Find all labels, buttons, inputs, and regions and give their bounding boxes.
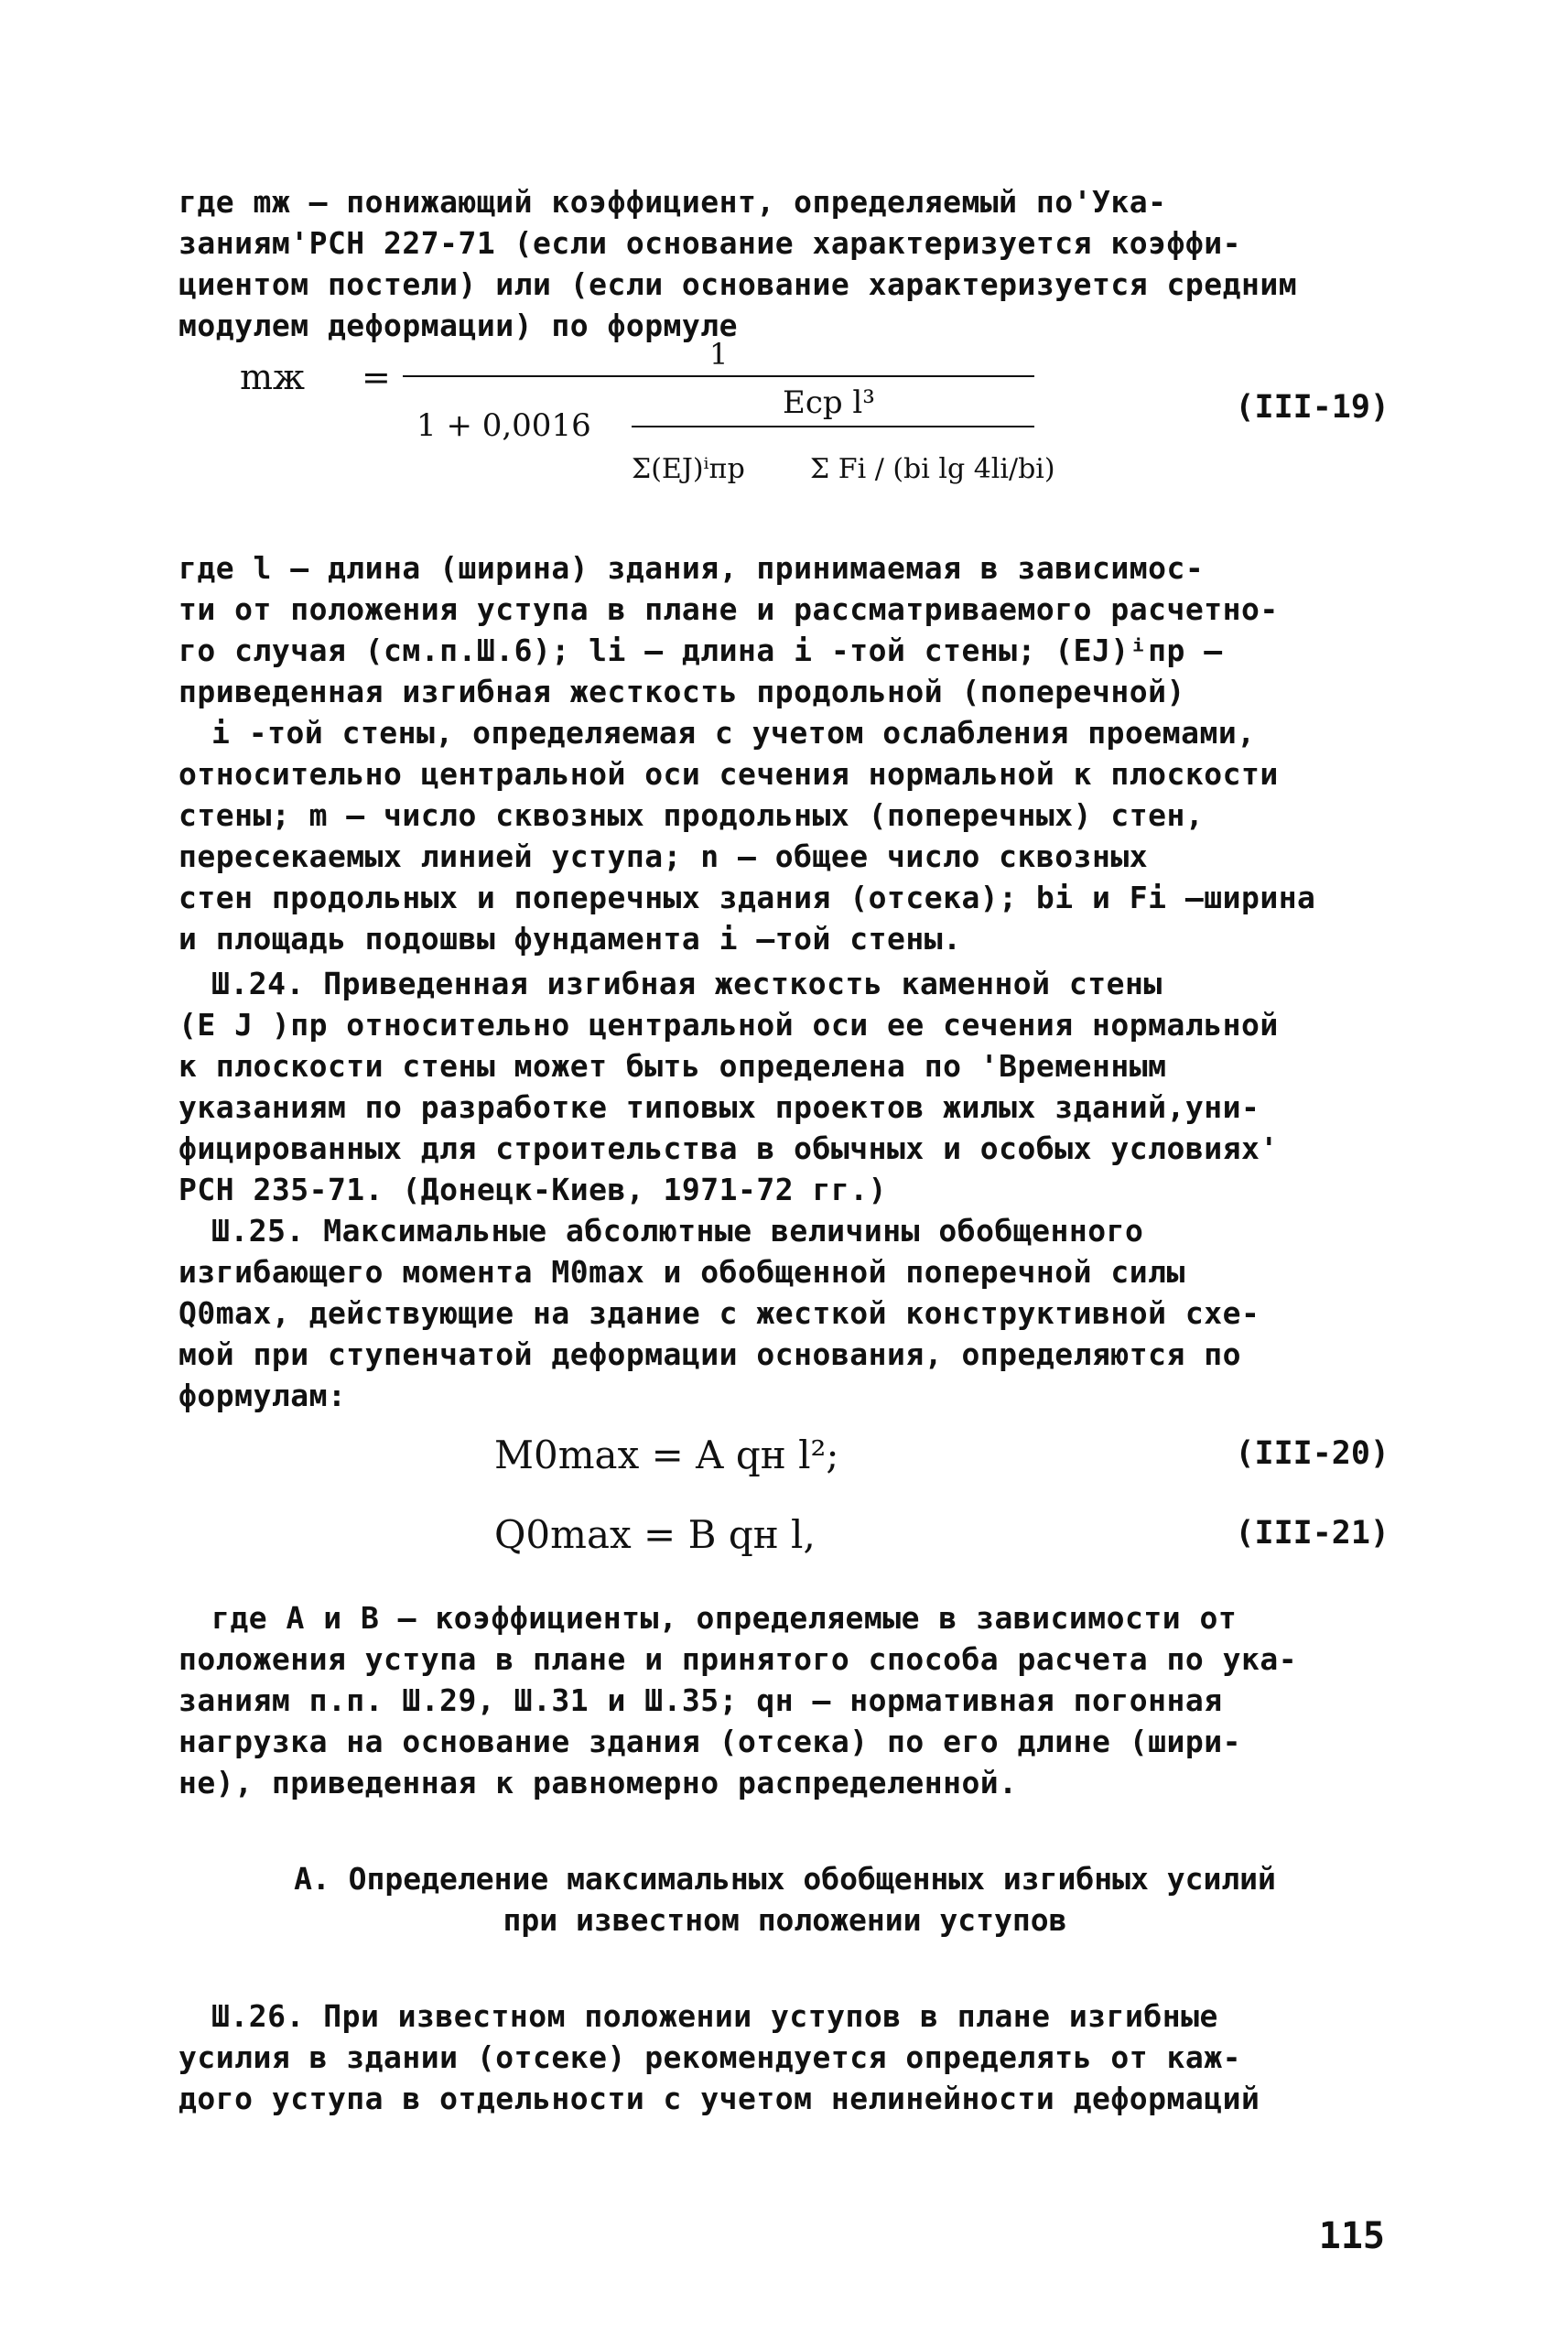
text-line: го случая (см.п.Ш.6); li – длина i -той стены; (EJ)ⁱпр –	[178, 633, 1223, 668]
formula-numerator: 1	[709, 337, 729, 372]
text-line: ти от положения уступа в плане и рассматриваемого расчетно-	[178, 591, 1279, 627]
text-line: формулам:	[178, 1378, 347, 1413]
paragraph-section-25	[178, 1210, 1391, 1416]
heading-line: при известном положении уступов	[503, 1902, 1067, 1938]
equation-number: (III-19)	[1235, 389, 1390, 426]
text-line: где l – длина (ширина) здания, принимаемая в зависимос-	[178, 550, 1205, 586]
text-line: стены; m – число сквозных продольных (поперечных) стен,	[178, 797, 1205, 833]
text-line: Q0max, действующие на здание с жесткой конструктивной схе-	[178, 1295, 1260, 1331]
equation-number: (III-20)	[1235, 1435, 1390, 1472]
text-line: стен продольных и поперечных здания (отсека); bi и Fi –ширина	[178, 880, 1316, 915]
text-line: заниям п.п. Ш.29, Ш.31 и Ш.35; qн – нормативная погонная	[178, 1682, 1223, 1718]
text-line: i -той стены, определяемая с учетом ослабления проемами,	[211, 715, 1256, 751]
formula-text: Q0max = B qн l,	[494, 1512, 816, 1557]
equals-sign: =	[362, 357, 391, 397]
equation-number: (III-21)	[1235, 1515, 1390, 1552]
section-heading	[178, 1858, 1391, 1941]
formula-inner-denominator-b: Σ Fi / (bi lg 4li/bi)	[810, 453, 1055, 485]
text-line: пересекаемых линией уступа; n – общее число сквозных	[178, 838, 1149, 874]
text-line: указаниям по разработке типовых проектов жилых зданий,уни-	[178, 1089, 1260, 1125]
text-line: к плоскости стены может быть определена по 'Временным	[178, 1048, 1167, 1084]
formula-lhs: mж	[240, 357, 305, 397]
text-line: дого уступа в отдельности с учетом нелинейности деформаций	[178, 2081, 1260, 2116]
text-line: модулем деформации) по формуле	[178, 308, 739, 343]
formula-denominator-prefix: 1 + 0,0016	[416, 407, 591, 444]
formula-inner-numerator: Eср l³	[783, 384, 875, 421]
text-line: где A и B – коэффициенты, определяемые в зависимости от	[211, 1600, 1238, 1636]
text-line: циентом постели) или (если основание характеризуется средним	[178, 266, 1298, 302]
paragraph-section-24	[178, 963, 1391, 1210]
inner-fraction-bar	[632, 426, 1034, 427]
text-line: не), приведенная к равномерно распределенной.	[178, 1765, 1018, 1801]
paragraph-definitions	[178, 547, 1391, 959]
heading-line: А. Определение максимальных обобщенных изгибных усилий	[294, 1861, 1276, 1897]
text-line: усилия в здании (отсеке) рекомендуется определять от каж-	[178, 2039, 1241, 2075]
formula-inner-denominator-a: Σ(EJ)ⁱпр	[632, 453, 745, 485]
text-line: фицированных для строительства в обычных и особых условиях'	[178, 1130, 1279, 1166]
text-line: приведенная изгибная жесткость продольной (поперечной)	[178, 674, 1185, 709]
text-line: мой при ступенчатой деформации основания, определяются по	[178, 1336, 1241, 1372]
paragraph-intro	[178, 181, 1391, 346]
formula-text: M0max = A qн l²;	[494, 1433, 839, 1477]
text-line: Ш.25. Максимальные абсолютные величины обобщенного	[211, 1213, 1144, 1249]
text-line: Ш.26. При известном положении уступов в плане изгибные	[211, 1998, 1218, 2034]
text-line: и площадь подошвы фундамента i –той стены.	[178, 921, 962, 957]
text-line: относительно центральной оси сечения нормальной к плоскости	[178, 756, 1279, 792]
text-line: (E J )пр относительно центральной оси ее сечения нормальной	[178, 1007, 1279, 1043]
text-line: нагрузка на основание здания (отсека) по его длине (шири-	[178, 1724, 1241, 1759]
text-line: положения уступа в плане и принятого способа расчета по ука-	[178, 1641, 1298, 1677]
text-line: где mж – понижающий коэффициент, определяемый по'Ука-	[178, 184, 1167, 220]
text-line: РСН 235-71. (Донецк-Киев, 1971-72 гг.)	[178, 1172, 887, 1207]
text-line: Ш.24. Приведенная изгибная жесткость каменной стены	[211, 966, 1162, 1001]
text-line: заниям'РСН 227-71 (если основание характеризуется коэффи-	[178, 225, 1241, 261]
text-line: изгибающего момента M0max и обобщенной поперечной силы	[178, 1254, 1185, 1290]
fraction-bar	[403, 375, 1034, 377]
page-number: 115	[1318, 2215, 1385, 2257]
paragraph-coefficients	[178, 1597, 1391, 1803]
paragraph-section-26	[178, 1995, 1391, 2119]
